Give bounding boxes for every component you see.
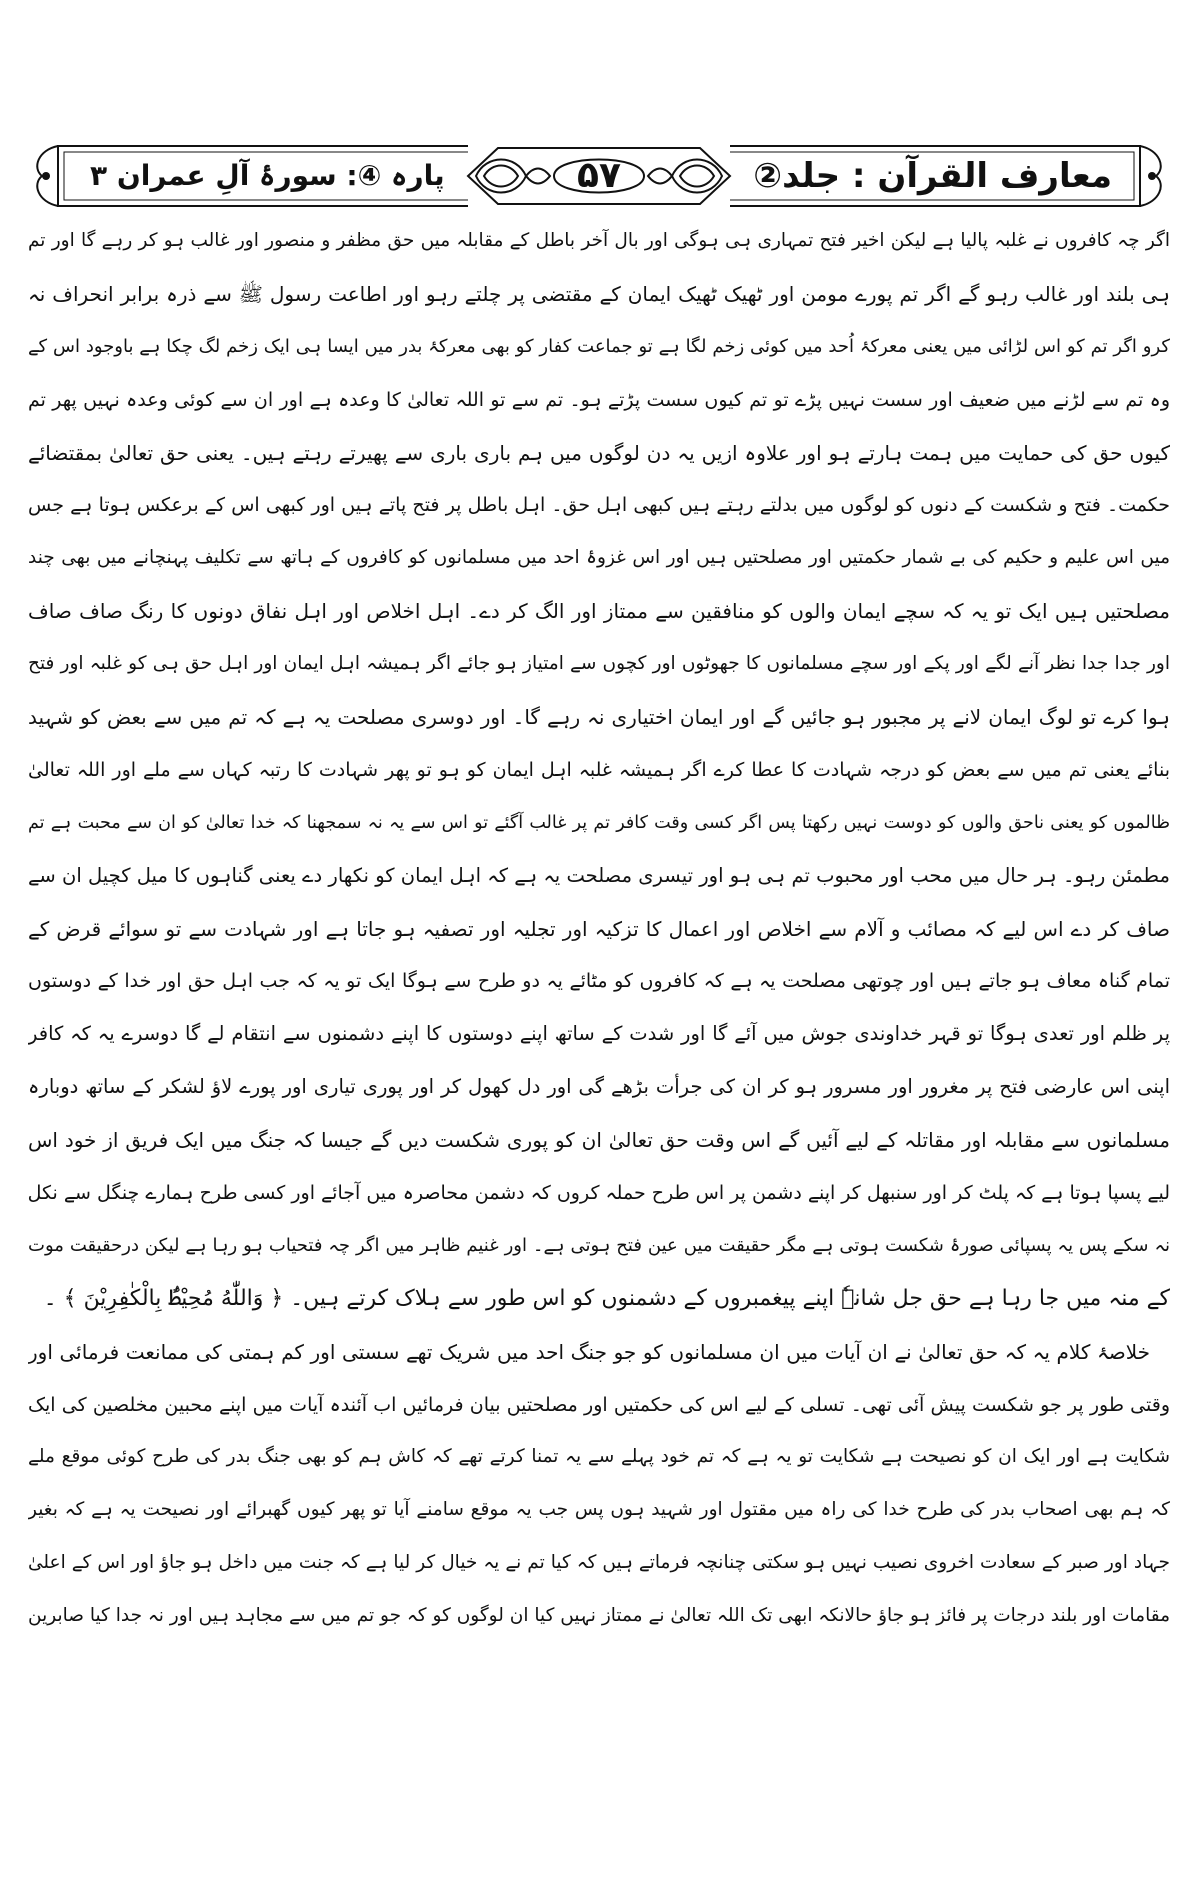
text-line: بنائے یعنی تم میں سے بعض کو درجہ شہادت کا عطا کرے اگر ہمیشہ غلبہ اہل ایمان کو ہو تو پھر شہادت کا رتبہ کہاں سے ملے اور اللہ تعالیٰ — [28, 758, 1170, 781]
text-line-with-ayah: کے منہ میں جا رہا ہے حق جل شانہٗ اپنے پیغمبروں کے دشمنوں کو اس طور سے ہلاک کرتے ہیں۔ ﴿ وَاللّٰهُ مُحِيْطٌۢ بِالْكٰفِرِيْنَ ﴾ ۔ — [43, 1285, 1170, 1311]
book-title: معارف القرآن : جلد② — [753, 156, 1112, 196]
page-number: ۵۷ — [577, 155, 621, 196]
text-line: ہی بلند اور غالب رہو گے اگر تم پورے مومن اور ٹھیک ٹھیک ایمان کے مقتضی پر چلتے رہو اور اطاعت رسول ﷺ سے ذرہ برابر انحراف نہ — [28, 281, 1170, 306]
text-line: پر ظلم اور تعدی ہوگا تو قہر خداوندی جوش میں آئے گا اور شدت کے ساتھ اپنے دوستوں کا اپنے دشمنوں سے انتقام لے گا دوسرے یہ کہ کافر — [28, 1022, 1170, 1046]
text-line: وہ تم سے لڑنے میں ضعیف اور سست نہیں پڑے تو تم کیوں سست پڑتے ہو۔ تم سے تو اللہ تعالیٰ کا وعدہ ہے اور ان سے کوئی وعدہ نہیں پھر تم — [28, 388, 1170, 411]
text-line: جہاد اور صبر کے سعادت اخروی نصیب نہیں ہو سکتی چنانچہ فرماتے ہیں کہ کیا تم نے یہ خیال کر لیا ہے کہ جنت میں داخل ہو جاؤ اور اس کے اعلیٰ — [28, 1552, 1170, 1574]
text-line: نہ سکے پس یہ پسپائی صورۂ شکست ہوتی ہے مگر حقیقت میں عین فتح ہوتی ہے۔ اور غنیم ظاہر میں اگر چہ فتحیاب ہو رہا ہے لیکن درحقیقت موت — [28, 1234, 1170, 1256]
text-line: ہوا کرے تو لوگ ایمان لانے پر مجبور ہو جائیں گے اور ایمان اختیاری نہ رہے گا۔ اور دوسری مصلحت یہ ہے کہ تم میں سے بعض کو شہید — [28, 705, 1170, 730]
text-line: کہ ہم بھی اصحاب بدر کی طرح خدا کی راہ میں مقتول اور شہید ہوں پس جب یہ موقع سامنے آیا تو پھر کیوں گھبرائے اور نصیحت یہ ہے کہ بغیر — [28, 1499, 1170, 1521]
text-line: مقامات اور بلند درجات پر فائز ہو جاؤ حالانکہ ابھی تک اللہ تعالیٰ نے ممتاز نہیں کیا ان لوگوں کو کہ جو تم میں سے مجاہد ہیں اور نہ جدا کیا صابرین — [28, 1605, 1170, 1627]
text-line: میں اس علیم و حکیم کی بے شمار حکمتیں اور مصلحتیں ہیں اور اس غزوۂ احد میں مسلمانوں کو کافروں کے ہاتھ سے تکلیف پہنچانے میں بھی چند — [28, 547, 1170, 569]
page-header — [28, 140, 1170, 212]
text-line: اگر چہ کافروں نے غلبہ پالیا ہے لیکن اخیر فتح تمہاری ہی ہوگی اور بال آخر باطل کے مقابلہ میں حق مظفر و منصور اور غالب ہو کر رہے گا اور تم — [28, 230, 1170, 251]
text-line: اپنی اس عارضی فتح پر مغرور اور مسرور ہو کر ان کی جرأت بڑھے گی اور دل کھول کر اور پوری تیاری اور پورے لاؤ لشکر کے ساتھ دوبارہ — [28, 1075, 1170, 1099]
text-line: مطمئن رہو۔ ہر حال میں محب اور محبوب تم ہی ہو اور تیسری مصلحت یہ ہے کہ اہل ایمان کو نکھار دے یعنی گناہوں کا میل کچیل ان سے — [28, 863, 1170, 887]
paragraph-start-line: خلاصۂ کلام یہ کہ حق تعالیٰ نے ان آیات میں ان مسلمانوں کو جو جنگ احد میں شریک تھے سستی اور کم ہمتی کی ممانعت فرمائی اور — [28, 1339, 1150, 1364]
text-line: لیے پسپا ہوتا ہے کہ پلٹ کر اور سنبھل کر اپنے دشمن پر اس طرح حملہ کروں کہ دشمن محاصرہ میں آجائے اور کسی طرح ہمارے چنگل سے نکل — [28, 1182, 1170, 1205]
text-line: تمام گناہ معاف ہو جاتے ہیں اور چوتھی مصلحت یہ ہے کہ کافروں کو مٹائے یہ دو طرح سے ہوگا ایک تو یہ کہ جب اہل حق اور خدا کے دوستوں — [28, 970, 1170, 993]
text-line: صاف کر دے اس لیے کہ مصائب و آلام سے اخلاص اور اعمال کا تزکیہ اور تجلیہ اور تصفیہ ہو جاتا ہے اور شہادت سے تو سوائے قرض کے — [28, 916, 1170, 941]
text-line: شکایت ہے اور ایک ان کو نصیحت ہے شکایت تو یہ ہے کہ تم خود پہلے سے یہ تمنا کرتے تھے کہ کاش ہم کو بھی جنگ بدر کی طرح کوئی موقع ملے — [28, 1446, 1170, 1468]
body-text — [28, 215, 1170, 1643]
text-line: اور جدا جدا نظر آنے لگے اور پکے اور سچے مسلمانوں کا جھوٹوں اور کچوں سے امتیاز ہو جائے اگر ہمیشہ اہل ایمان اور اہل حق ہی کو غلبہ اور فتح — [28, 653, 1170, 675]
para-surah-label: پارہ ④: سورۂ آلِ عمران ۳ — [90, 159, 445, 192]
text-line: مسلمانوں سے مقابلہ اور مقاتلہ کے لیے آئیں گے اس وقت حق تعالیٰ ان کو پوری شکست دیں گے جیسا کہ جنگ میں ایک فریق از خود اس — [28, 1128, 1170, 1153]
text-line: حکمت۔ فتح و شکست کے دنوں کو لوگوں میں بدلتے رہتے ہیں کبھی اہل حق۔ اہل باطل پر فتح پاتے ہیں اور کبھی اس کے برعکس ہوتا ہے جس — [28, 494, 1170, 517]
text-line: کرو اگر تم کو اس لڑائی میں یعنی معرکۂ اُحد میں کوئی زخم لگا ہے تو جماعت کفار کو بھی معرکۂ بدر میں ایسا ہی ایک زخم لگ چکا ہے باوجود اس کے — [28, 335, 1170, 357]
text-line: وقتی طور پر جو شکست پیش آئی تھی۔ تسلی کے لیے اس کی حکمتیں اور مصلحتیں بیان فرمائیں اب آئندہ آیات میں اپنے محبین مخلصین کی ایک — [28, 1393, 1170, 1416]
text-line: کیوں حق کی حمایت میں ہمت ہارتے ہو اور علاوہ ازیں یہ دن لوگوں میں ہم باری باری سے پھیرتے رہتے ہیں۔ یعنی حق تعالیٰ بمقتضائے — [28, 440, 1170, 465]
text-line: ظالموں کو یعنی ناحق والوں کو دوست نہیں رکھتا پس اگر کسی وقت کافر تم پر غالب آگئے تو اس سے یہ نہ سمجھنا کہ خدا تعالیٰ کو ان سے محبت ہے تم — [28, 812, 1170, 833]
text-line: مصلحتیں ہیں ایک تو یہ کہ سچے ایمان والوں کو منافقین سے ممتاز اور الگ کر دے۔ اہل اخلاص اور اہل نفاق دونوں کا رنگ صاف صاف — [28, 599, 1170, 624]
